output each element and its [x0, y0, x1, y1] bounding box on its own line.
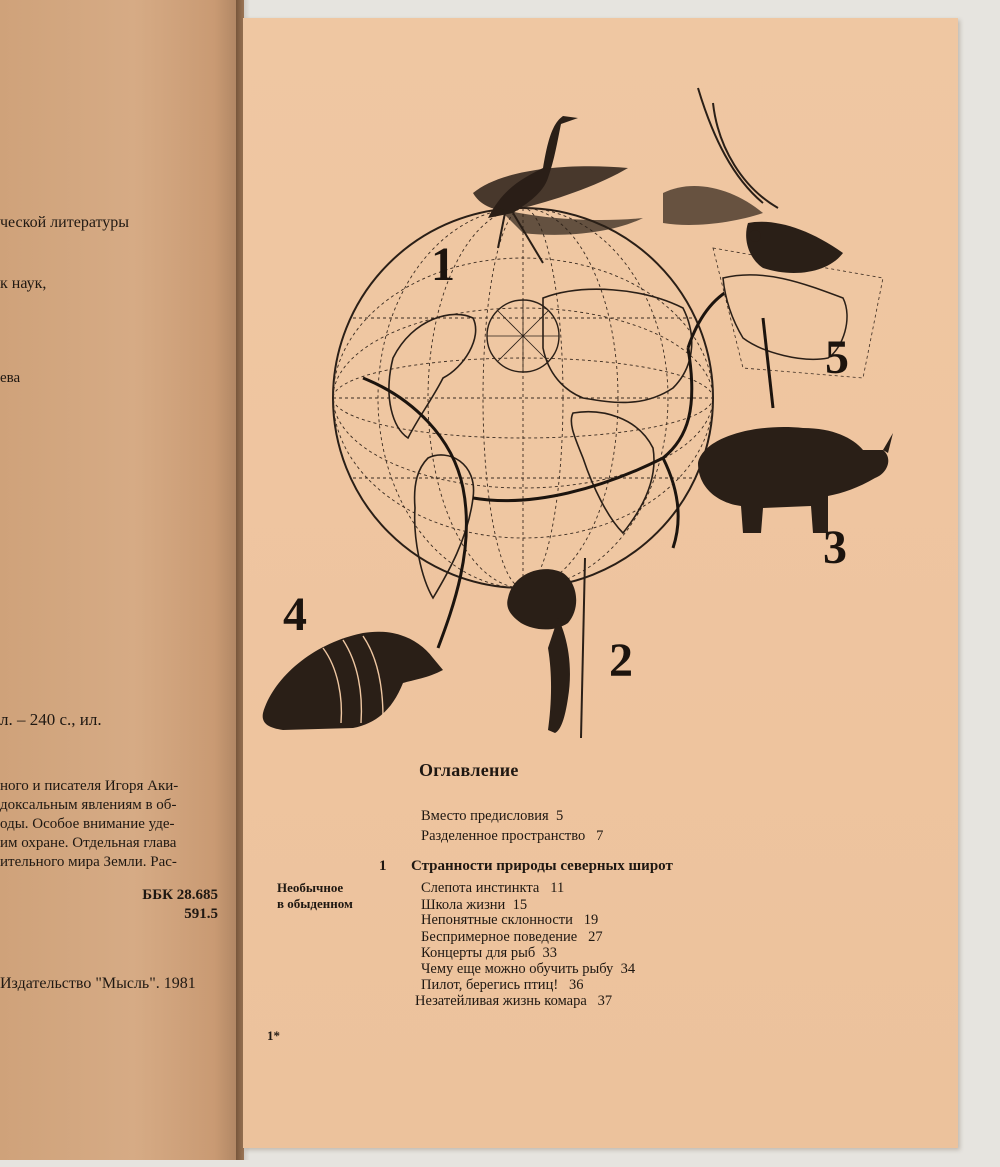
signature-mark: 1*: [267, 1028, 280, 1043]
right-page: [243, 18, 958, 1148]
illustration-number-3: 3: [823, 521, 847, 574]
globe-illustration: [243, 18, 958, 748]
toc-entry[interactable]: [421, 880, 564, 897]
toc-entry-page: 36: [569, 977, 584, 993]
toc-entry-title: Чему еще можно обучить рыбу: [421, 961, 614, 977]
left-page-line: к наук,: [0, 275, 47, 292]
chapter-title[interactable]: Странности природы северных широт: [411, 858, 673, 874]
section-head-line: Необычное: [277, 880, 344, 895]
toc-entry[interactable]: [421, 929, 603, 946]
left-page: [0, 0, 244, 1160]
hanging-mammal-illustration: [507, 558, 585, 738]
left-page-line: ного и писателя Игоря Аки-: [0, 778, 179, 794]
toc-entry-page: 11: [550, 880, 565, 896]
toc-entry-title: Пилот, берегись птиц!: [421, 977, 559, 993]
toc-entry-page: 5: [555, 808, 564, 824]
left-page-line: л. – 240 с., ил.: [0, 710, 102, 729]
toc-entry-page: 19: [583, 912, 599, 928]
lyrebird-illustration: [663, 88, 843, 273]
toc-entry[interactable]: [421, 961, 635, 978]
left-page-line: им охране. Отдельная глава: [0, 835, 177, 851]
section-head-line: в обыденном: [277, 896, 353, 911]
left-page-line: доксальным явлениям в об-: [0, 797, 177, 813]
toc-entry-title: Школа жизни: [421, 897, 506, 913]
toc-entry-title: Концерты для рыб: [421, 945, 536, 961]
toc-entry-page: 27: [588, 929, 603, 945]
illustration-number-5: 5: [825, 331, 849, 384]
chapter-number: 1: [379, 858, 387, 874]
toc-entry[interactable]: [421, 945, 557, 962]
illustration-number-4: 4: [283, 588, 307, 641]
toc-entry-title: Беспримерное поведение: [421, 929, 578, 945]
toc-entry-page: 15: [512, 897, 528, 913]
armadillo-illustration: [263, 632, 443, 730]
toc-entry[interactable]: [415, 993, 612, 1010]
toc-entry[interactable]: [421, 912, 598, 929]
toc-entry-page: 7: [596, 828, 604, 844]
toc-entry-title: Разделенное пространство: [421, 828, 586, 844]
rhinoceros-illustration: [698, 427, 893, 533]
illustration-number-2: 2: [609, 634, 633, 687]
toc-entry[interactable]: [421, 977, 584, 994]
copyright-line: Издательство "Мысль". 1981: [0, 975, 196, 992]
toc-entry-title: Незатейливая жизнь комара: [415, 993, 587, 1009]
toc-entry-title: Непонятные склонности: [421, 912, 573, 928]
left-page-line: оды. Особое внимание уде-: [0, 816, 175, 832]
toc-entry-page: 33: [542, 945, 557, 961]
illustration-number-1: 1: [431, 238, 455, 291]
toc-entry[interactable]: [421, 808, 563, 825]
toc-entry-page: 37: [597, 993, 613, 1009]
toc-entry[interactable]: [421, 828, 603, 845]
section-head: [277, 880, 353, 912]
toc-entry-page: 34: [620, 961, 636, 977]
left-page-line: ческой литературы: [0, 214, 130, 231]
toc-title: Оглавление: [419, 760, 519, 780]
toc-entry-title: Вместо предисловия: [421, 808, 549, 824]
left-page-line: ева: [0, 370, 21, 386]
toc-entry-title: Слепота инстинкта: [421, 880, 540, 896]
left-page-line: ительного мира Земли. Рас-: [0, 854, 177, 870]
udc-code: 591.5: [184, 906, 218, 922]
bbk-code: ББК 28.685: [142, 887, 218, 903]
